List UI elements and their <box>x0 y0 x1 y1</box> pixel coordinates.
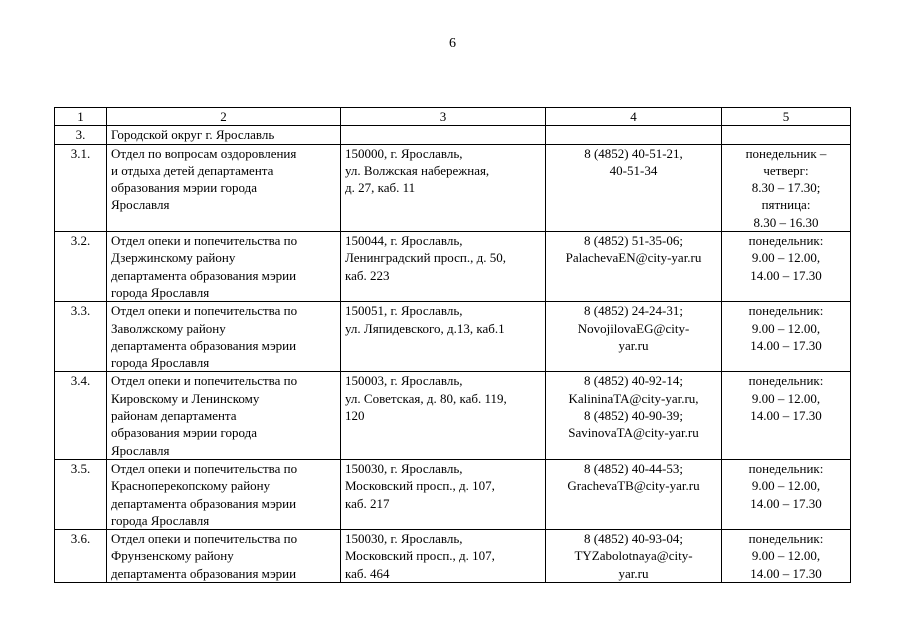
office-address: 150030, г. Ярославль, Московский просп., д. 107, каб. 217 <box>341 459 546 529</box>
office-name: Отдел опеки и попечительства по Кировскому и Ленинскому районам департамента образования мэрии города Ярославля <box>107 372 341 459</box>
office-address: 150003, г. Ярославль, ул. Советская, д. 80, каб. 119, 120 <box>341 372 546 459</box>
row-number: 3.5. <box>55 459 107 529</box>
office-address: 150051, г. Ярославль, ул. Ляпидевского, д.13, каб.1 <box>341 302 546 372</box>
office-hours: понедельник: 9.00 – 12.00, 14.00 – 17.30 <box>722 459 851 529</box>
table-row <box>55 459 851 529</box>
office-name: Отдел опеки и попечительства по Дзержинскому району департамента образования мэрии города Ярославля <box>107 232 341 302</box>
office-contacts: 8 (4852) 40-93-04; TYZabolotnaya@city- yar.ru <box>546 530 722 583</box>
column-header: 1 <box>55 108 107 126</box>
empty-cell <box>722 126 851 144</box>
table-header-row <box>55 108 851 126</box>
empty-cell <box>546 126 722 144</box>
column-header: 3 <box>341 108 546 126</box>
page-number: 6 <box>449 36 456 51</box>
office-contacts: 8 (4852) 40-44-53; GrachevaTB@city-yar.ru <box>546 459 722 529</box>
office-name: Отдел по вопросам оздоровления и отдыха детей департамента образования мэрии города Ярославля <box>107 144 341 231</box>
office-hours: понедельник: 9.00 – 12.00, 14.00 – 17.30 <box>722 232 851 302</box>
office-hours: понедельник: 9.00 – 12.00, 14.00 – 17.30 <box>722 530 851 583</box>
office-address: 150044, г. Ярославль, Ленинградский просп., д. 50, каб. 223 <box>341 232 546 302</box>
office-hours: понедельник: 9.00 – 12.00, 14.00 – 17.30 <box>722 372 851 459</box>
section-title: Городской округ г. Ярославль <box>107 126 341 144</box>
section-row <box>55 126 851 144</box>
empty-cell <box>341 126 546 144</box>
column-header: 2 <box>107 108 341 126</box>
offices-table <box>54 107 851 583</box>
office-contacts: 8 (4852) 40-92-14; KalininaTA@city-yar.ru, 8 (4852) 40-90-39; SavinovaTA@city-yar.ru <box>546 372 722 459</box>
row-number: 3.3. <box>55 302 107 372</box>
office-address: 150000, г. Ярославль, ул. Волжская набережная, д. 27, каб. 11 <box>341 144 546 231</box>
row-number: 3.6. <box>55 530 107 583</box>
table-row <box>55 232 851 302</box>
office-contacts: 8 (4852) 51-35-06; PalachevaEN@city-yar.ru <box>546 232 722 302</box>
office-contacts: 8 (4852) 40-51-21, 40-51-34 <box>546 144 722 231</box>
table-row <box>55 144 851 231</box>
table-row <box>55 302 851 372</box>
column-header: 4 <box>546 108 722 126</box>
section-number: 3. <box>55 126 107 144</box>
row-number: 3.2. <box>55 232 107 302</box>
office-contacts: 8 (4852) 24-24-31; NovojilovaEG@city- yar.ru <box>546 302 722 372</box>
office-name: Отдел опеки и попечительства по Заволжскому району департамента образования мэрии города Ярославля <box>107 302 341 372</box>
office-name: Отдел опеки и попечительства по Фрунзенскому району департамента образования мэрии <box>107 530 341 583</box>
row-number: 3.4. <box>55 372 107 459</box>
office-hours: понедельник – четверг: 8.30 – 17.30; пятница: 8.30 – 16.30 <box>722 144 851 231</box>
table-row <box>55 530 851 583</box>
table-row <box>55 372 851 459</box>
column-header: 5 <box>722 108 851 126</box>
office-hours: понедельник: 9.00 – 12.00, 14.00 – 17.30 <box>722 302 851 372</box>
row-number: 3.1. <box>55 144 107 231</box>
office-name: Отдел опеки и попечительства по Красноперекопскому району департамента образования мэрии города Ярославля <box>107 459 341 529</box>
office-address: 150030, г. Ярославль, Московский просп., д. 107, каб. 464 <box>341 530 546 583</box>
